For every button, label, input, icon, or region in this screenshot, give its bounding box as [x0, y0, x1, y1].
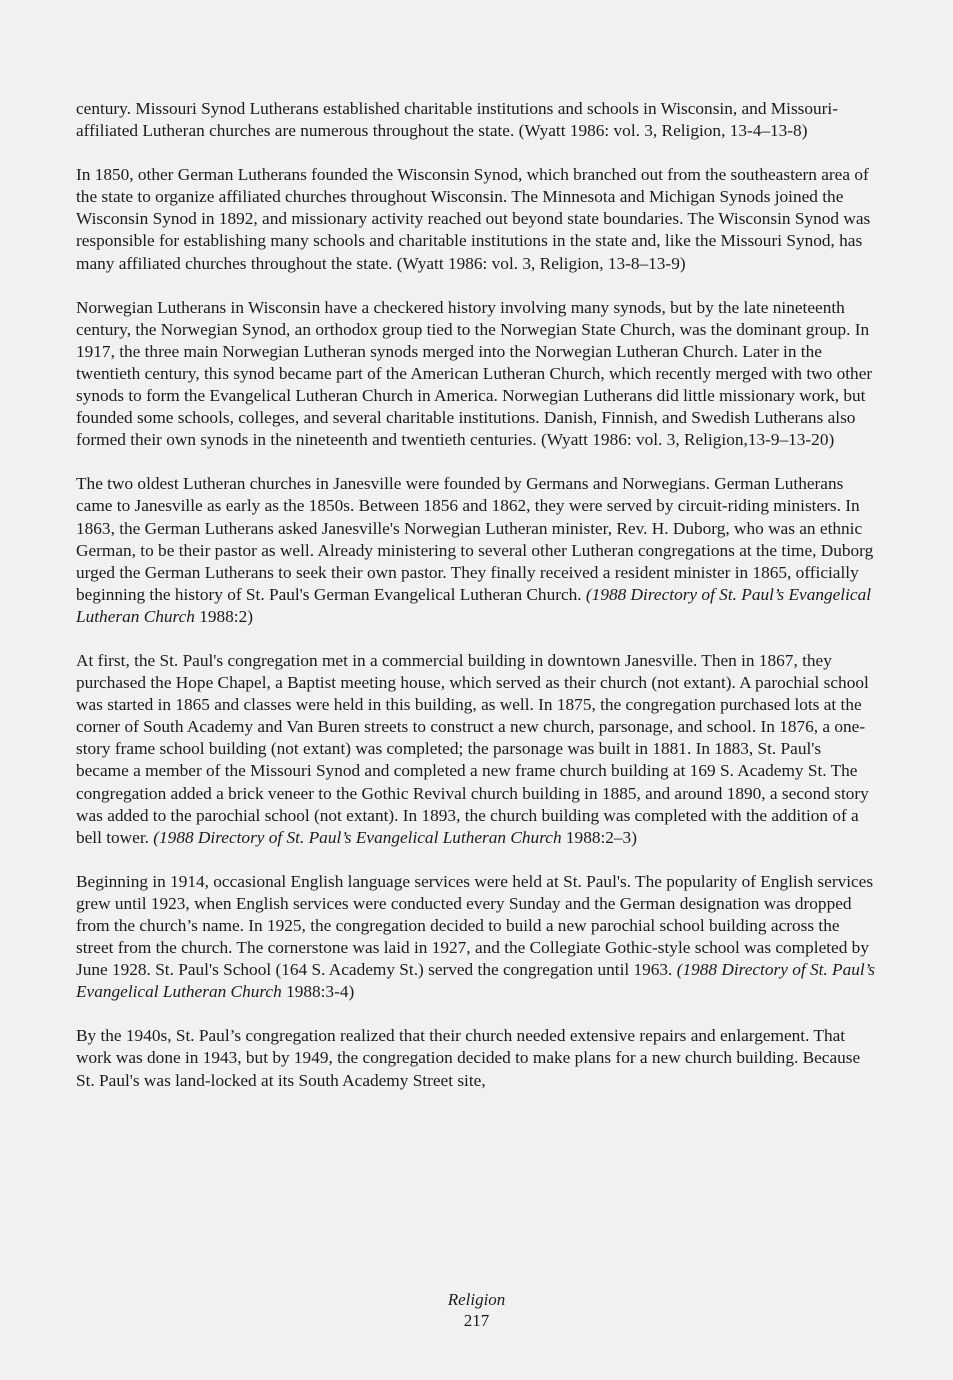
text-run: Norwegian Lutherans in Wisconsin have a checkered history involving many synods, but by the late nineteenth century, the Norwegian Synod, an orthodox group tied to the Norwegian State Church, was the dominant group. In 1917, the three main Norwegian Lutheran synods merged into the Norwegian Lutheran Church. Later in the twentieth century, this synod became part of the American Lutheran Church, which recently merged with two other synods to form the Evangelical Lutheran Church in America. Norwegian Lutherans did little missionary work, but founded some schools, colleges, and several charitable institutions. Danish, Finnish, and Swedish Lutherans also formed their own synods in the nineteenth and twentieth centuries. (Wyatt 1986: vol. 3, Religion,13-9–13-20) [76, 297, 873, 450]
text-run: 1988:2) [194, 606, 253, 626]
text-run: 1988:3-4) [281, 982, 355, 1002]
page-footer [0, 1289, 953, 1331]
text-run: At first, the St. Paul's congregation met in a commercial building in downtown Janesville. Then in 1867, they purchased the Hope Chapel, a Baptist meeting house, which served as their church (not extant). A parochial school was started in 1865 and classes were held in this building, as well. In 1875, the congregation purchased lots at the corner of South Academy and Van Buren streets to construct a new church, parsonage, and school. In 1876, a one-story frame school building (not extant) was completed; the parsonage was built in 1881. In 1883, St. Paul's became a member of the Missouri Synod and completed a new frame church building at 169 S. Academy St. The congregation added a brick veneer to the Gothic Revival church building in 1885, and around 1890, a second story was added to the parochial school (not extant). In 1893, the church building was completed with the addition of a bell tower. [76, 650, 869, 847]
paragraph-3 [76, 297, 876, 452]
citation-title: (1988 Directory of St. Paul’s Evangelical Lutheran Church [76, 960, 875, 1002]
text-run: 1988:2–3) [561, 827, 637, 847]
text-run: The two oldest Lutheran churches in Janesville were founded by Germans and Norwegians. German Lutherans came to Janesville as early as the 1850s. Between 1856 and 1862, they were served by circuit-riding ministers. In 1863, the German Lutherans asked Janesville's Norwegian Lutheran minister, Rev. H. Duborg, who was an ethnic German, to be their pastor as well. Already ministering to several other Lutheran congregations at the time, Duborg urged the German Lutherans to seek their own pastor. They finally received a resident minister in 1865, officially beginning the history of St. Paul's German Evangelical Lutheran Church. [76, 474, 874, 604]
text-run: Beginning in 1914, occasional English language services were held at St. Paul's. The popularity of English services grew until 1923, when English services were conducted every Sunday and the German designation was dropped from the church’s name. In 1925, the congregation decided to build a new parochial school building across the street from the church. The cornerstone was laid in 1927, and the Collegiate Gothic-style school was completed by June 1928. St. Paul's School (164 S. Academy St.) served the congregation until 1963. [76, 871, 874, 980]
page-number: 217 [463, 1311, 490, 1330]
paragraph-7 [76, 1025, 876, 1091]
text-run: By the 1940s, St. Paul’s congregation realized that their church needed extensive repairs and enlargement. That work was done in 1943, but by 1949, the congregation decided to make plans for a new church building. Because St. Paul's was land-locked at its South Academy Street site, [76, 1026, 861, 1090]
body-text [76, 98, 876, 1114]
citation-title: (1988 Directory of St. Paul’s Evangelical Lutheran Church [76, 584, 872, 626]
section-label: Religion [447, 1290, 506, 1309]
paragraph-4 [76, 473, 876, 628]
citation-title: (1988 Directory of St. Paul’s Evangelical Lutheran Church [153, 827, 562, 847]
paragraph-6 [76, 871, 876, 1004]
text-run: In 1850, other German Lutherans founded the Wisconsin Synod, which branched out from the southeastern area of the state to organize affiliated churches throughout Wisconsin. The Minnesota and Michigan Synods joined the Wisconsin Synod in 1892, and missionary activity reached out beyond state boundaries. The Wisconsin Synod was responsible for establishing many schools and charitable institutions in the state and, like the Missouri Synod, has many affiliated churches throughout the state. (Wyatt 1986: vol. 3, Religion, 13-8–13-9) [76, 165, 871, 273]
paragraph-2 [76, 164, 876, 274]
paragraph-1 [76, 98, 876, 142]
text-run: century. Missouri Synod Lutherans established charitable institutions and schools in Wisconsin, and Missouri-affiliated Lutheran churches are numerous throughout the state. (Wyatt 1986: vol. 3, Religion, 13-4–13-8) [76, 99, 838, 141]
paragraph-5 [76, 650, 876, 849]
